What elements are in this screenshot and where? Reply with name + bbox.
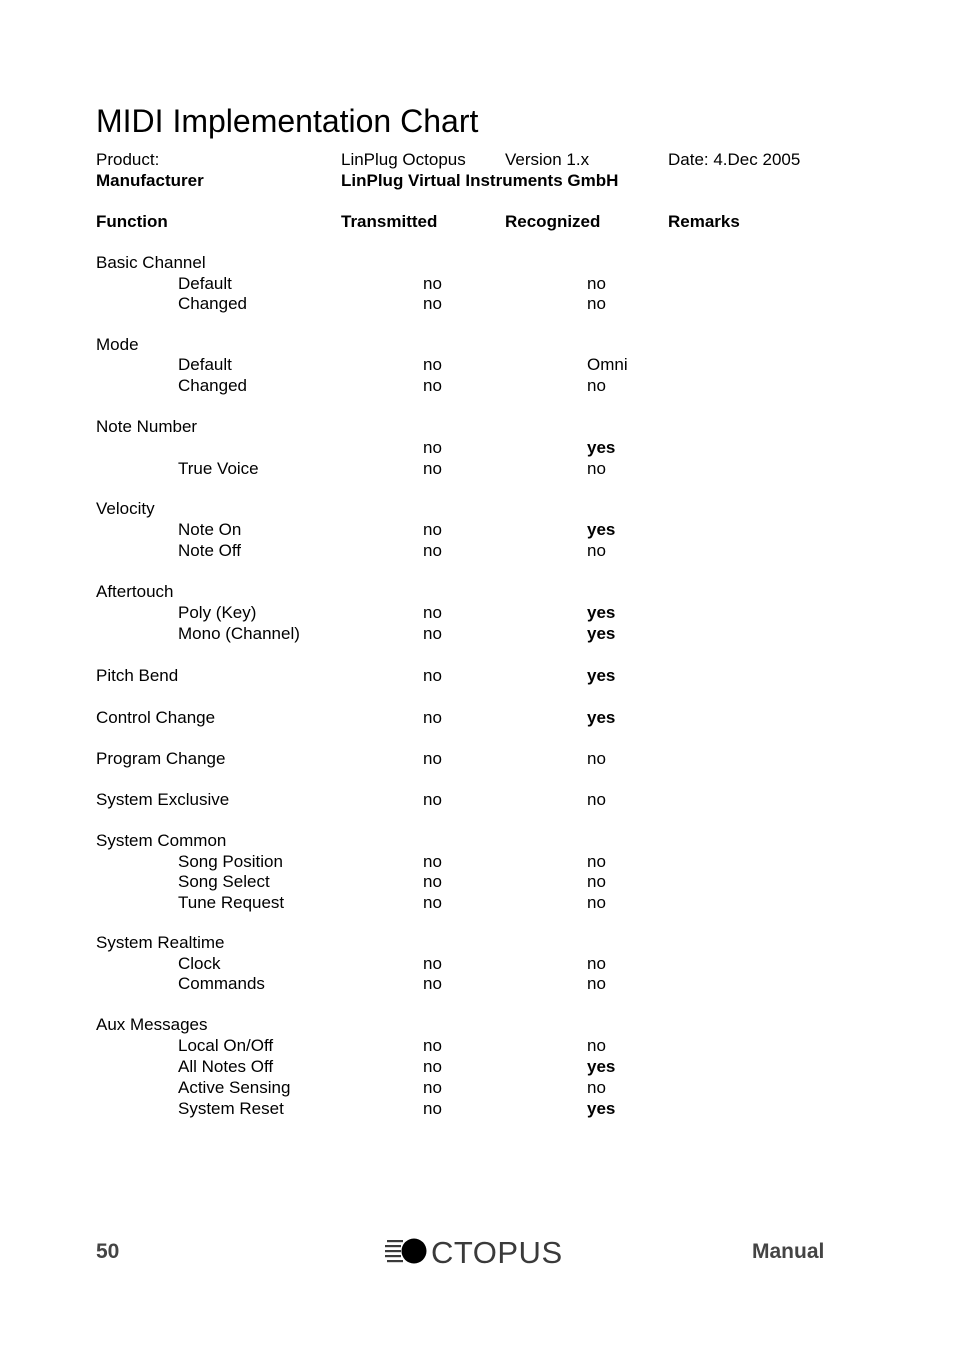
product-value: LinPlug Octopus xyxy=(341,150,466,169)
version-text: Version 1.x xyxy=(505,150,590,169)
row-label: Commands xyxy=(178,974,265,993)
section-title: Aux Messages xyxy=(96,1015,208,1034)
transmitted-value: no xyxy=(423,376,442,395)
recognized-value: no xyxy=(587,1036,606,1055)
row-label: Note Off xyxy=(178,541,241,560)
row-label: Active Sensing xyxy=(178,1078,291,1097)
recognized-value: no xyxy=(587,974,606,993)
recognized-value: yes xyxy=(587,520,616,539)
recognized-value: no xyxy=(587,954,606,973)
section-title: Program Change xyxy=(96,749,226,768)
row-label: Poly (Key) xyxy=(178,603,257,622)
row-label: Mono (Channel) xyxy=(178,624,300,643)
recognized-value: no xyxy=(587,376,606,395)
recognized-value: no xyxy=(587,893,606,912)
transmitted-value: no xyxy=(423,708,442,727)
recognized-value: no xyxy=(587,459,606,478)
section-title: Pitch Bend xyxy=(96,666,179,685)
row-label: Changed xyxy=(178,376,248,395)
row-label: True Voice xyxy=(178,459,259,478)
transmitted-value: no xyxy=(423,459,442,478)
row-label: Note On xyxy=(178,520,242,539)
transmitted-value: no xyxy=(423,603,442,622)
transmitted-value: no xyxy=(423,893,442,912)
octopus-logo-o-icon xyxy=(385,1233,429,1274)
octopus-logo xyxy=(385,1234,563,1272)
section-title: Velocity xyxy=(96,499,155,518)
product-label: Product: xyxy=(96,150,160,169)
row-label: System Reset xyxy=(178,1099,284,1118)
transmitted-value: no xyxy=(423,954,442,973)
section-title: Mode xyxy=(96,335,139,354)
section-title: Aftertouch xyxy=(96,582,174,601)
transmitted-value: no xyxy=(423,1057,442,1076)
recognized-value: no xyxy=(587,872,606,891)
logo-text: CTOPUS xyxy=(431,1235,563,1270)
transmitted-value: no xyxy=(423,438,442,457)
row-label: All Notes Off xyxy=(178,1057,274,1076)
row-label: Song Position xyxy=(178,852,283,871)
row-label: Default xyxy=(178,274,232,293)
row-label: Clock xyxy=(178,954,221,973)
section-title: Note Number xyxy=(96,417,198,436)
row-label: Default xyxy=(178,355,232,374)
section-title: System Exclusive xyxy=(96,790,230,809)
row-label: Changed xyxy=(178,294,248,313)
recognized-value: yes xyxy=(587,603,616,622)
recognized-value: no xyxy=(587,541,606,560)
transmitted-value: no xyxy=(423,520,442,539)
transmitted-value: no xyxy=(423,541,442,560)
page-number: 50 xyxy=(96,1240,120,1263)
section-title: System Common xyxy=(96,831,227,850)
recognized-value: no xyxy=(587,749,606,768)
transmitted-value: no xyxy=(423,1078,442,1097)
page-title: MIDI Implementation Chart xyxy=(96,103,479,139)
transmitted-value: no xyxy=(423,294,442,313)
recognized-value: yes xyxy=(587,624,616,643)
transmitted-value: no xyxy=(423,1099,442,1118)
transmitted-value: no xyxy=(423,355,442,374)
column-header-recognized: Recognized xyxy=(505,212,601,231)
row-label: Song Select xyxy=(178,872,270,891)
recognized-value: yes xyxy=(587,438,616,457)
recognized-value: no xyxy=(587,294,606,313)
transmitted-value: no xyxy=(423,790,442,809)
recognized-value: no xyxy=(587,274,606,293)
column-header-transmitted: Transmitted xyxy=(341,212,438,231)
recognized-value: yes xyxy=(587,1057,616,1076)
transmitted-value: no xyxy=(423,274,442,293)
recognized-value: no xyxy=(587,1078,606,1097)
section-title: Basic Channel xyxy=(96,253,206,272)
recognized-value: yes xyxy=(587,666,616,685)
transmitted-value: no xyxy=(423,872,442,891)
recognized-value: yes xyxy=(587,708,616,727)
transmitted-value: no xyxy=(423,974,442,993)
transmitted-value: no xyxy=(423,1036,442,1055)
transmitted-value: no xyxy=(423,852,442,871)
transmitted-value: no xyxy=(423,749,442,768)
manual-label: Manual xyxy=(752,1240,825,1263)
recognized-value: yes xyxy=(587,1099,616,1118)
section-title: System Realtime xyxy=(96,933,225,952)
row-label: Tune Request xyxy=(178,893,285,912)
manufacturer-value: LinPlug Virtual Instruments GmbH xyxy=(341,171,619,190)
manufacturer-label: Manufacturer xyxy=(96,171,204,190)
column-header-remarks: Remarks xyxy=(668,212,740,231)
row-label: Local On/Off xyxy=(178,1036,274,1055)
transmitted-value: no xyxy=(423,624,442,643)
recognized-value: no xyxy=(587,790,606,809)
transmitted-value: no xyxy=(423,666,442,685)
date-text: Date: 4.Dec 2005 xyxy=(668,150,801,169)
recognized-value: no xyxy=(587,852,606,871)
section-title: Control Change xyxy=(96,708,216,727)
recognized-value: Omni xyxy=(587,355,628,374)
column-header-function: Function xyxy=(96,212,168,231)
